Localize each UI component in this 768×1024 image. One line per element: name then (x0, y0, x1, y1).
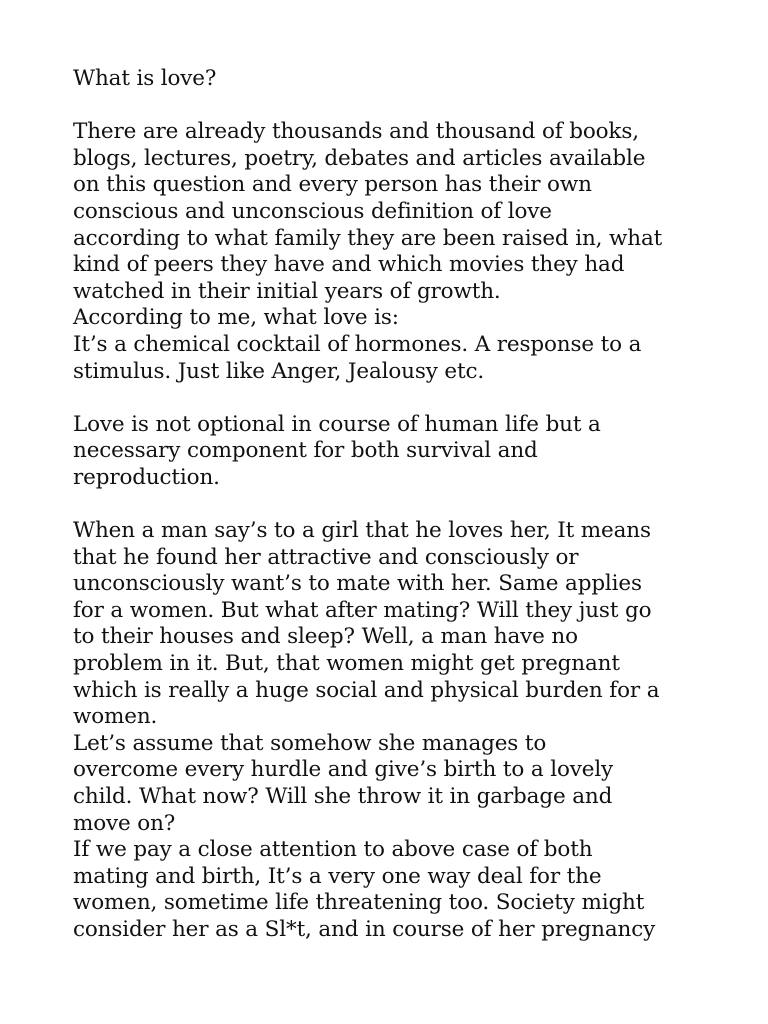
text-line: Love is not optional in course of human life but a (73, 411, 601, 437)
text-line: move on? (73, 810, 176, 836)
text-line: necessary component for both survival and (73, 438, 538, 464)
text-line: to their houses and sleep? Well, a man have no (73, 624, 578, 650)
text-line: problem in it. But, that women might get pregnant (73, 651, 620, 677)
text-line: stimulus. Just like Anger, Jealousy etc. (73, 358, 485, 384)
paragraph-birth (73, 731, 733, 837)
text-line: watched in their initial years of growth. (73, 278, 501, 304)
text-line: If we pay a close attention to above case of both (73, 837, 593, 863)
text-line: for a women. But what after mating? Will they just go (73, 597, 652, 623)
text-line: It’s a chemical cocktail of hormones. A response to a (73, 331, 642, 357)
text-line: There are already thousands and thousand of books, (73, 119, 639, 145)
text-line: women. (73, 704, 158, 730)
text-line: overcome every hurdle and give’s birth to a lovely (73, 757, 614, 783)
text-line: According to me, what love is: (73, 305, 399, 331)
text-line: When a man say’s to a girl that he loves her, It means (73, 518, 651, 544)
text-line: Let’s assume that somehow she manages to (73, 730, 547, 756)
paragraph-definition (73, 332, 733, 385)
paragraph-spacer (73, 93, 733, 120)
text-line: on this question and every person has their own (73, 172, 592, 198)
paragraph-intro (73, 119, 733, 305)
text-line: that he found her attractive and consciously or (73, 544, 579, 570)
paragraph-necessity (73, 412, 733, 492)
text-line: consider her as a Sl*t, and in course of her pregnancy (73, 917, 656, 942)
paragraph-mating (73, 518, 733, 731)
text-line: unconsciously want’s to mate with her. Same applies (73, 571, 642, 597)
paragraph-spacer (73, 385, 733, 412)
document-title: What is love? (73, 66, 217, 91)
document-page (73, 66, 733, 944)
text-line: conscious and unconscious definition of love (73, 198, 552, 224)
text-line: according to what family they are been raised in, what (73, 225, 663, 251)
paragraph-spacer (73, 492, 733, 519)
text-line: child. What now? Will she throw it in garbage and (73, 784, 613, 810)
text-line: blogs, lectures, poetry, debates and articles available (73, 145, 646, 171)
paragraph-society (73, 837, 733, 943)
text-line: which is really a huge social and physical burden for a (73, 677, 660, 703)
text-line: women, sometime life threatening too. Society might (73, 890, 645, 916)
text-line: reproduction. (73, 464, 220, 490)
paragraph-according (73, 305, 733, 332)
text-line: mating and birth, It’s a very one way deal for the (73, 863, 602, 889)
text-line: kind of peers they have and which movies they had (73, 252, 625, 278)
